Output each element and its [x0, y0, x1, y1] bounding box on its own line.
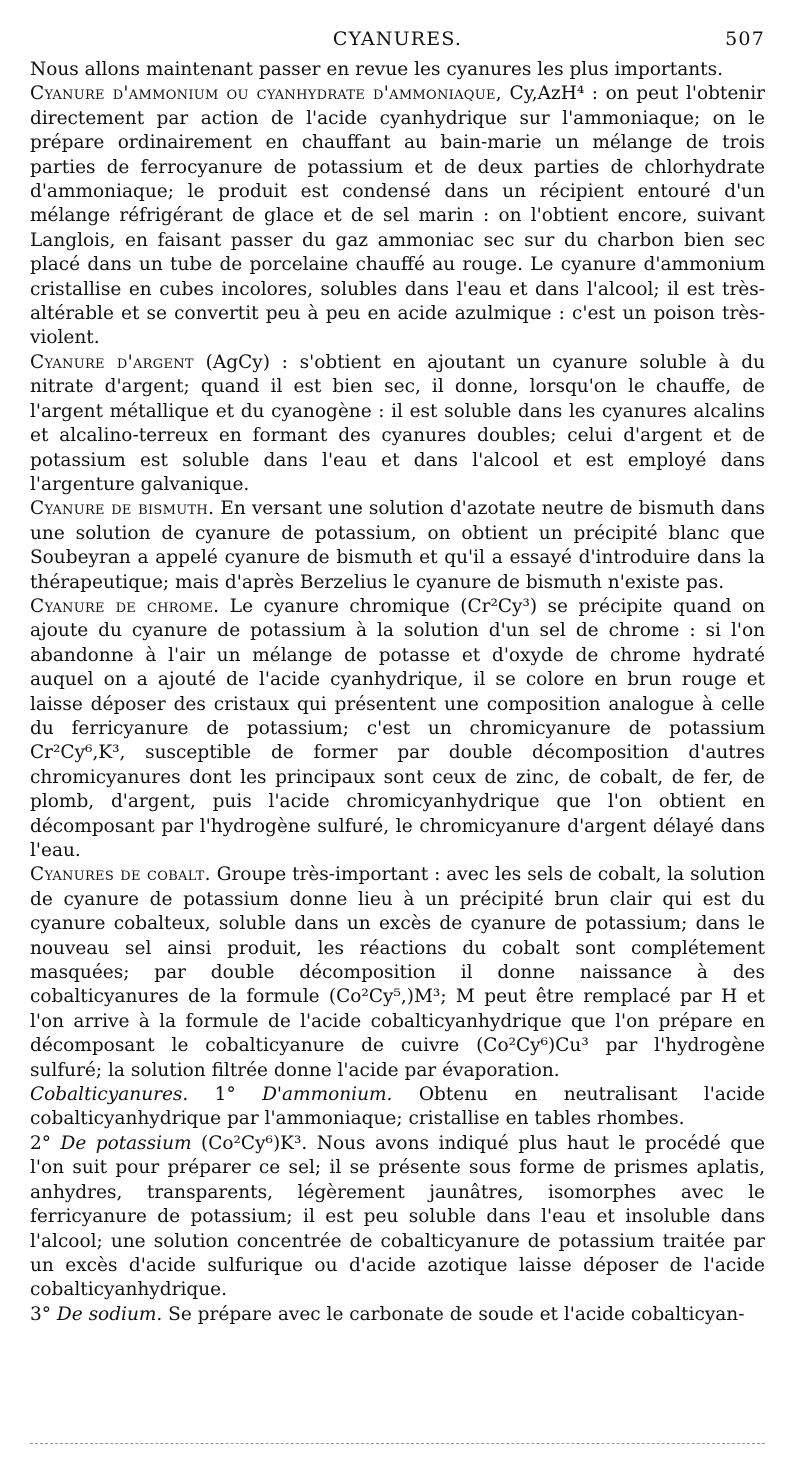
body-text [30, 58, 765, 1327]
paragraph-text: Obtenu en neutralisant l'acide cobalticyanhydrique par l'ammoniaque; cristallise en tables rhombes. [30, 1084, 765, 1130]
section-heading: Cyanure de bismuth. [30, 498, 215, 520]
paragraph-text: Se prépare avec le carbonate de soude et l'acide cobalticyan- [162, 1303, 745, 1325]
footer-dashed-rule [30, 1443, 765, 1444]
paragraph-cobalticyanure-sodium [30, 1303, 765, 1327]
paragraph-cyanure-argent [30, 351, 765, 497]
numbered-lead: 1° [188, 1084, 263, 1106]
paragraph-cyanures-cobalt [30, 863, 765, 1083]
paragraph-text: Le cyanure chromique (Cr²Cy³) se précipite quand on ajoute du cyanure de potassium à la solution d'un sel de chrome : si l'on abandonne à l'air un mélange de potasse et d'oxyde de chrome hydraté auquel on a ajouté de l'acide cyanhydrique, il se colore en brun rouge et laisse déposer des cristaux qui présentent une composition analogue à celle du ferricyanure de potassium; c'est un chromicyanure de potassium Cr²Cy⁶,K³, susceptible de former par double décomposition d'autres chromicyanures dont les principaux sont ceux de zinc, de cobalt, de fer, de plomb, d'argent, puis l'acide chromicyanhydrique que l'on obtient en décomposant par l'hydrogène sulfuré, le chromicyanure d'argent délayé dans l'eau. [30, 595, 765, 861]
numbered-lead: 2° [30, 1132, 61, 1154]
paragraph-text: Nous allons maintenant passer en revue les cyanures les plus importants. [30, 59, 723, 80]
italic-lead: Cobalticyanures. [30, 1084, 189, 1106]
document-page [30, 28, 765, 1458]
paragraph-cyanure-bismuth [30, 497, 765, 595]
paragraph-text: (Co²Cy⁶)K³. Nous avons indiqué plus haut le procédé que l'on suit pour préparer ce sel; il se présente sous forme de prismes aplatis, anhydres, transparents, légèrement jaunâtres, isomorphes avec le ferricyanure de potassium; il est peu soluble dans l'eau et insoluble dans l'alcool; une solution concentrée de cobalticyanure de potassium traitée par un excès d'acide sulfurique ou d'acide azotique laisse déposer de l'acide cobalticyanhydrique. [30, 1132, 765, 1301]
italic-subheading: De sodium. [56, 1303, 163, 1325]
paragraph-cobalticyanure-ammonium [30, 1083, 765, 1132]
page-header [30, 28, 765, 58]
section-heading: Cyanure d'ammonium ou cyanhydrate d'ammoniaque, [30, 83, 502, 105]
section-heading: Cyanures de cobalt. [30, 864, 211, 886]
paragraph-text: Groupe très-important : avec les sels de cobalt, la solution de cyanure de potassium donne lieu à un précipité brun clair qui est du cyanure cobalteux, soluble dans un excès de cyanure de potassium; dans le nouveau sel ainsi produit, les réactions du cobalt sont complétement masquées; par double décomposition il donne naissance à des cobalticyanures de la formule (Co²Cy⁵,)M³; M peut être remplacé par H et l'on arrive à la formule de l'acide cobalticyanhydrique que l'on prépare en décomposant le cobalticyanure de cuivre (Co²Cy⁶)Cu³ par l'hydrogène sulfuré; la solution filtrée donne l'acide par évaporation. [30, 864, 765, 1081]
paragraph-cobalticyanure-potassium [30, 1132, 765, 1303]
italic-subheading: De potassium [60, 1132, 192, 1154]
section-heading: Cyanure d'argent [30, 351, 194, 373]
paragraph-text: (AgCy) : s'obtient en ajoutant un cyanure soluble à du nitrate d'argent; quand il est bien sec, il donne, lorsqu'on le chauffe, de l'argent métallique et du cyanogène : il est soluble dans les cyanures alcalins et alcalino-terreux en formant des cyanures doubles; celui d'argent et de potassium est soluble dans l'eau et dans l'alcool et est employé dans l'argenture galvanique. [30, 351, 765, 495]
running-title: CYANURES. [332, 28, 463, 50]
paragraph-cyanure-chrome [30, 595, 765, 863]
page-number: 507 [725, 28, 765, 50]
numbered-lead: 3° [30, 1303, 57, 1325]
section-heading: Cyanure de chrome. [30, 595, 220, 617]
paragraph-text: Cy,AzH⁴ : on peut l'obtenir directement par action de l'acide cyanhydrique sur l'ammoniaque; on le prépare ordinairement en chauffant au bain-marie un mélange de trois parties de ferrocyanure de potassium et de deux parties de chlorhydrate d'ammoniaque; le produit est condensé dans un récipient entouré d'un mélange réfrigérant de glace et de sel marin : on l'obtient encore, suivant Langlois, en faisant passer du gaz ammoniac sec sur du charbon bien sec placé dans un tube de porcelaine chauffé au rouge. Le cyanure d'ammonium cristallise en cubes incolores, solubles dans l'eau et dans l'alcool; il est très-altérable et se convertit peu à peu en acide azulmique : c'est un poison très-violent. [30, 83, 765, 349]
italic-subheading: D'ammonium. [262, 1084, 393, 1106]
paragraph-text: En versant une solution d'azotate neutre de bismuth dans une solution de cyanure de potassium, on obtient un précipité blanc que Soubeyran a appelé cyanure de bismuth et qu'il a essayé d'introduire dans la thérapeutique; mais d'après Berzelius le cyanure de bismuth n'existe pas. [30, 498, 765, 593]
paragraph-intro [30, 58, 765, 82]
paragraph-cyanure-ammonium [30, 82, 765, 350]
